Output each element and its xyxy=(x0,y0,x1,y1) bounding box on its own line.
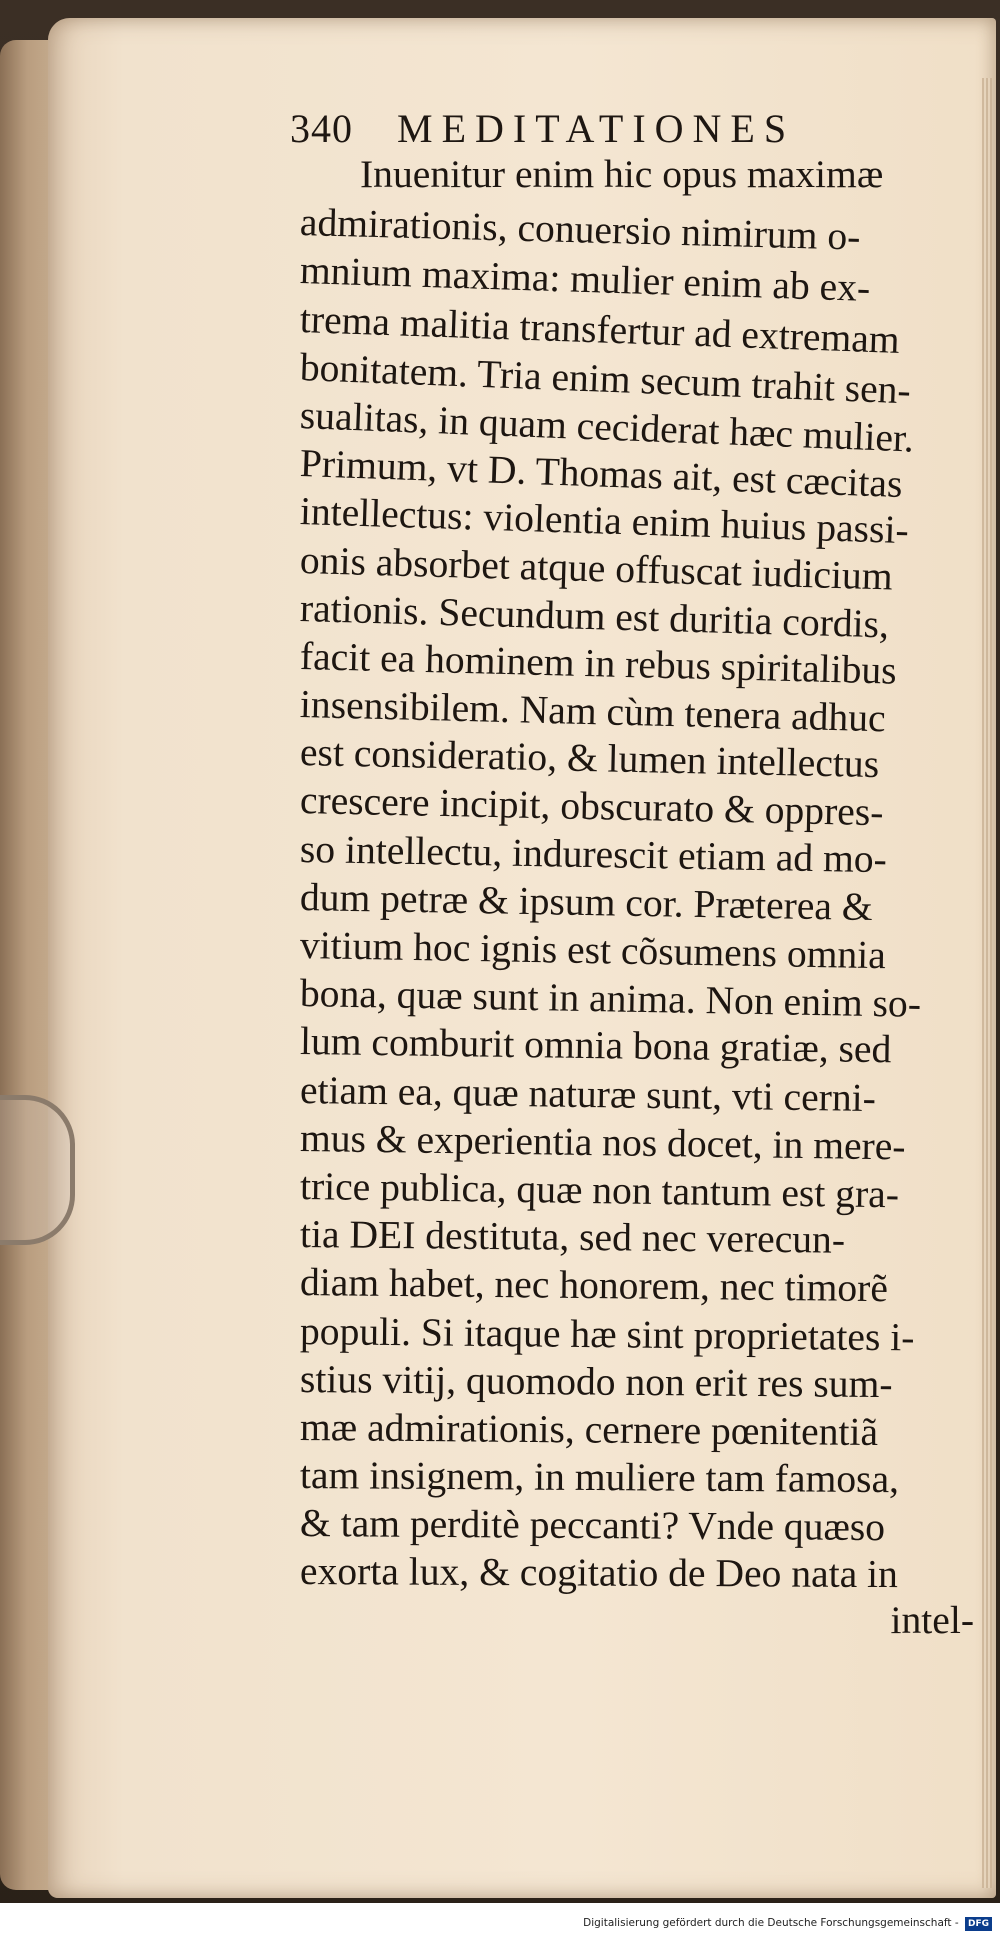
text-line: Inuenitur enim hic opus maximæ xyxy=(360,152,884,196)
text-line: est consideratio, & lumen intellectus xyxy=(299,730,880,787)
text-line: crescere incipit, obscurato & oppres- xyxy=(299,778,884,835)
text-line: diam habet, nec honorem, nec timorẽ xyxy=(299,1260,889,1311)
text-line: trema malitia transfertur ad extremam xyxy=(299,296,901,362)
text-line: etiam ea, quæ naturæ sunt, vti cerni- xyxy=(299,1067,877,1120)
text-line: Primum, vt D. Thomas ait, est cæcitas xyxy=(299,441,904,507)
text-line: mnium maxima: mulier enim ab ex- xyxy=(299,248,871,311)
text-line: intellectus: violentia enim huius passi- xyxy=(299,489,910,553)
page-number: 340 xyxy=(290,106,353,151)
text-line: & tam perditè peccanti? Vnde quæso xyxy=(299,1501,886,1550)
text-line: sualitas, in quam ceciderat hæc mulier. xyxy=(299,392,915,461)
text-line: populi. Si itaque hæ sint proprietates i- xyxy=(299,1308,915,1359)
text-line: tam insignem, in muliere tam famosa, xyxy=(299,1453,900,1502)
text-line: bonitatem. Tria enim secum trahit sen- xyxy=(299,344,912,413)
text-line: stius vitij, quomodo non erit res sum- xyxy=(299,1356,893,1406)
text-line: mus & experientia nos docet, in mere- xyxy=(299,1115,906,1169)
page-fore-edge xyxy=(982,78,992,1888)
body-text xyxy=(300,150,980,1644)
text-line: facit ea hominem in rebus spiritalibus xyxy=(299,633,898,693)
text-line: tia DEI destituta, sed nec verecun- xyxy=(299,1212,846,1262)
text-line: onis absorbet atque offuscat iudicium xyxy=(299,537,894,599)
text-line: dum petræ & ipsum cor. Præterea & xyxy=(299,874,874,929)
metal-clip xyxy=(0,1095,75,1245)
text-line: exorta lux, & cogitatio de Deo nata in xyxy=(299,1549,898,1597)
text-line: insensibilem. Nam cùm tenera adhuc xyxy=(299,682,887,741)
running-title: MEDITATIONES xyxy=(397,106,796,151)
text-line: mæ admirationis, cernere pœnitentiã xyxy=(299,1404,879,1454)
text-line: vitium hoc ignis est cõsumens omnia xyxy=(299,923,887,978)
footer-credit xyxy=(583,1913,992,1933)
text-line: rationis. Secundum est duritia cordis, xyxy=(299,585,890,647)
catchword: intel- xyxy=(890,1597,974,1642)
text-line: bona, quæ sunt in anima. Non enim so- xyxy=(299,971,922,1027)
text-line: lum comburit omnia bona gratiæ, sed xyxy=(299,1019,892,1072)
footer-credit-text: Digitalisierung gefördert durch die Deutsche Forschungsgemeinschaft - xyxy=(583,1917,959,1929)
text-line: admirationis, conuersio nimirum o- xyxy=(299,200,861,259)
dfg-logo: DFG xyxy=(965,1917,992,1931)
text-line: so intellectu, indurescit etiam ad mo- xyxy=(299,826,888,881)
text-line: trice publica, quæ non tantum est gra- xyxy=(299,1163,900,1217)
